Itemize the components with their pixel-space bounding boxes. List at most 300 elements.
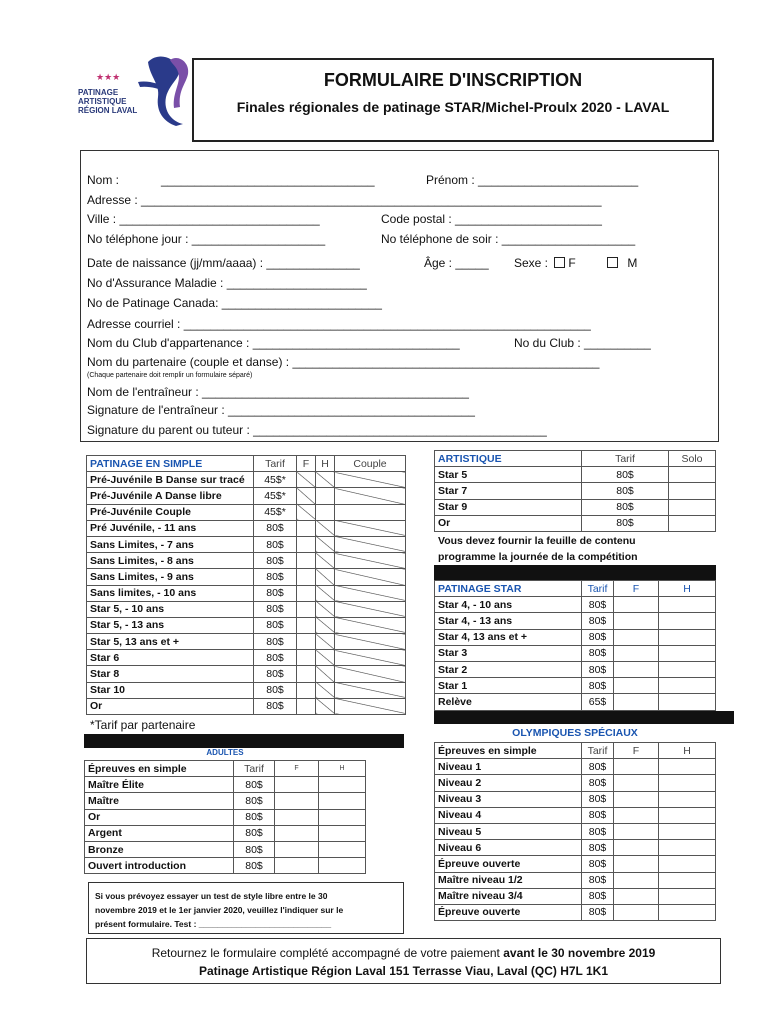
table-cell: Niveau 5 xyxy=(435,823,582,839)
checkbox-cell-h[interactable] xyxy=(659,791,716,807)
checkbox-cell-f[interactable] xyxy=(275,825,319,841)
table-row xyxy=(87,585,406,601)
artistique-note xyxy=(438,533,638,565)
adultes-table xyxy=(84,760,366,874)
table-row xyxy=(435,775,716,791)
table-row xyxy=(435,678,716,694)
checkbox-cell-f[interactable] xyxy=(297,666,316,682)
checkbox-cell-f[interactable] xyxy=(614,888,659,904)
header-cell: PATINAGE EN SIMPLE xyxy=(87,456,254,472)
footer-deadline: avant le 30 novembre 2019 xyxy=(503,946,656,960)
checkbox-cell-f[interactable] xyxy=(614,629,659,645)
form-title: FORMULAIRE D'INSCRIPTION xyxy=(323,70,583,90)
table-cell: 80$ xyxy=(582,483,669,499)
table-cell: Star 5, - 10 ans xyxy=(87,601,254,617)
checkbox-cell-f[interactable] xyxy=(275,841,319,857)
sexe-f-checkbox[interactable] xyxy=(554,257,565,268)
checkbox-cell-h[interactable] xyxy=(318,825,365,841)
checkbox-cell-f[interactable] xyxy=(275,793,319,809)
checkbox-cell-couple[interactable] xyxy=(335,536,406,552)
checkbox-cell-h[interactable] xyxy=(318,777,365,793)
table-cell: 80$ xyxy=(254,666,297,682)
table-row xyxy=(435,759,716,775)
table-cell: Maître xyxy=(85,793,234,809)
table-row xyxy=(87,488,406,504)
table-row xyxy=(87,536,406,552)
header-cell: H xyxy=(316,456,335,472)
header-cell: Tarif xyxy=(582,451,669,467)
checkbox-cell-couple[interactable] xyxy=(335,650,406,666)
checkbox-cell-couple[interactable] xyxy=(335,504,406,520)
header-cell: F xyxy=(275,761,319,777)
checkbox-cell-h[interactable] xyxy=(316,650,335,666)
table-cell: Niveau 1 xyxy=(435,759,582,775)
table-cell: 80$ xyxy=(234,793,275,809)
checkbox-cell-f[interactable] xyxy=(275,809,319,825)
table-cell: Pré-Juvénile A Danse libre xyxy=(87,488,254,504)
table-cell: 80$ xyxy=(582,823,614,839)
checkbox-cell-f[interactable] xyxy=(297,536,316,552)
svg-text:★★★: ★★★ xyxy=(96,73,121,83)
checkbox-cell-h[interactable] xyxy=(316,634,335,650)
table-row xyxy=(435,597,716,613)
checkbox-cell-couple[interactable] xyxy=(335,472,406,488)
table-row xyxy=(435,791,716,807)
table-cell: 80$ xyxy=(582,645,614,661)
checkbox-cell-f[interactable] xyxy=(297,698,316,714)
checkbox-cell-h[interactable] xyxy=(659,856,716,872)
checkbox-cell-h[interactable] xyxy=(316,698,335,714)
table-cell: 80$ xyxy=(254,536,297,552)
table-cell: 80$ xyxy=(582,629,614,645)
sexe-m-checkbox[interactable] xyxy=(607,257,618,268)
artistique-note-line: programme la journée de la compétition xyxy=(438,551,638,563)
table-row xyxy=(85,825,366,841)
header-cell: H xyxy=(318,761,365,777)
olympiques-title: OLYMPIQUES SPÉCIAUX xyxy=(512,727,638,739)
checkbox-cell-f[interactable] xyxy=(297,617,316,633)
checkbox-cell-h[interactable] xyxy=(316,569,335,585)
table-row xyxy=(87,634,406,650)
checkbox-cell-f[interactable] xyxy=(614,840,659,856)
table-cell: Sans Limites, - 9 ans xyxy=(87,569,254,585)
table-cell: 80$ xyxy=(582,807,614,823)
header-cell: Couple xyxy=(335,456,406,472)
header-cell: Solo xyxy=(669,451,716,467)
checkbox-cell-couple[interactable] xyxy=(335,569,406,585)
checkbox-cell-h[interactable] xyxy=(318,809,365,825)
table-cell: 80$ xyxy=(254,634,297,650)
checkbox-cell-h[interactable] xyxy=(659,629,716,645)
table-cell: 80$ xyxy=(254,650,297,666)
logo-line: RÉGION LAVAL xyxy=(78,106,138,115)
table-cell: Pré-Juvénile Couple xyxy=(87,504,254,520)
checkbox-cell-f[interactable] xyxy=(614,904,659,920)
sexe-field xyxy=(514,256,637,270)
checkbox-cell-f[interactable] xyxy=(614,694,659,710)
table-cell: 80$ xyxy=(254,569,297,585)
table-cell: 80$ xyxy=(582,791,614,807)
black-bar xyxy=(434,565,716,580)
table-cell: 80$ xyxy=(234,809,275,825)
sexe-label: Sexe : xyxy=(514,256,549,270)
table-cell: 80$ xyxy=(254,617,297,633)
checkbox-cell-h[interactable] xyxy=(316,617,335,633)
table-row xyxy=(435,483,716,499)
sexe-m-label: M xyxy=(627,256,638,270)
table-header-row xyxy=(435,743,716,759)
table-row xyxy=(435,904,716,920)
checkbox-cell-couple[interactable] xyxy=(335,617,406,633)
header-cell: Épreuves en simple xyxy=(85,761,234,777)
checkbox-cell-h[interactable] xyxy=(659,872,716,888)
footer-address: Patinage Artistique Région Laval 151 Terrasse Viau, Laval (QC) H7L 1K1 xyxy=(198,964,609,978)
table-cell: Niveau 3 xyxy=(435,791,582,807)
table-row xyxy=(435,645,716,661)
table-cell: 45$* xyxy=(254,504,297,520)
checkbox-cell-f[interactable] xyxy=(614,872,659,888)
checkbox-cell-h[interactable] xyxy=(659,678,716,694)
table-cell: Star 9 xyxy=(435,499,582,515)
table-cell: Pré-Juvénile B Danse sur tracé xyxy=(87,472,254,488)
table-cell: 80$ xyxy=(254,520,297,536)
table-row xyxy=(85,858,366,874)
checkbox-cell-h[interactable] xyxy=(316,666,335,682)
patinage-canada-field[interactable]: No de Patinage Canada: ________________________ xyxy=(87,296,382,310)
checkbox-cell-h[interactable] xyxy=(316,585,335,601)
table-row xyxy=(435,499,716,515)
table-cell: Star 7 xyxy=(435,483,582,499)
black-bar xyxy=(84,734,404,748)
checkbox-cell-f[interactable] xyxy=(614,661,659,677)
olympiques-table xyxy=(434,742,716,921)
table-cell: Star 4, 13 ans et + xyxy=(435,629,582,645)
checkbox-cell-solo[interactable] xyxy=(669,467,716,483)
header-cell: F xyxy=(614,581,659,597)
table-cell: Star 4, - 13 ans xyxy=(435,613,582,629)
test-field[interactable]: présent formulaire. Test : ____________________________ xyxy=(95,919,332,929)
table-cell: Star 6 xyxy=(87,650,254,666)
checkbox-cell-h[interactable] xyxy=(316,601,335,617)
checkbox-cell-h[interactable] xyxy=(659,661,716,677)
table-cell: Star 8 xyxy=(87,666,254,682)
table-cell: Star 1 xyxy=(435,678,582,694)
checkbox-cell-h[interactable] xyxy=(659,823,716,839)
table-cell: 80$ xyxy=(234,777,275,793)
table-row xyxy=(435,840,716,856)
table-row xyxy=(435,888,716,904)
logo-line: PATINAGE xyxy=(78,88,119,97)
table-row xyxy=(435,467,716,483)
table-cell: Niveau 2 xyxy=(435,775,582,791)
signature-parent-field[interactable]: Signature du parent ou tuteur : ____________________________________________ xyxy=(87,423,547,437)
table-row xyxy=(85,841,366,857)
checkbox-cell-f[interactable] xyxy=(297,488,316,504)
prenom-field[interactable]: Prénom : ________________________ xyxy=(426,173,639,187)
checkbox-cell-f[interactable] xyxy=(297,569,316,585)
header-cell: Tarif xyxy=(582,743,614,759)
table-row xyxy=(85,809,366,825)
footer-text: Retournez le formulaire complété accompagné de votre paiement xyxy=(151,946,504,960)
artistique-note-line: Vous devez fournir la feuille de contenu xyxy=(438,535,636,547)
adultes-title: ADULTES xyxy=(206,748,244,757)
header-cell: F xyxy=(614,743,659,759)
checkbox-cell-f[interactable] xyxy=(614,791,659,807)
nom-field[interactable]: ________________________________ xyxy=(161,173,375,187)
checkbox-cell-solo[interactable] xyxy=(669,483,716,499)
table-cell: Niveau 6 xyxy=(435,840,582,856)
table-cell: Sans Limites, - 7 ans xyxy=(87,536,254,552)
table-cell: 80$ xyxy=(582,759,614,775)
table-row xyxy=(435,872,716,888)
checkbox-cell-h[interactable] xyxy=(659,597,716,613)
table-cell: 80$ xyxy=(582,888,614,904)
table-row xyxy=(85,793,366,809)
table-cell: Star 3 xyxy=(435,645,582,661)
table-cell: 80$ xyxy=(582,856,614,872)
checkbox-cell-h[interactable] xyxy=(316,553,335,569)
assurance-field[interactable]: No d'Assurance Maladie : _____________________ xyxy=(87,276,367,290)
table-row xyxy=(87,682,406,698)
club-field[interactable]: Nom du Club d'appartenance : _______________________________ xyxy=(87,336,460,350)
checkbox-cell-h[interactable] xyxy=(316,520,335,536)
table-row xyxy=(87,601,406,617)
checkbox-cell-f[interactable] xyxy=(614,759,659,775)
sexe-f-label: F xyxy=(568,256,576,270)
nom-label: Nom : xyxy=(87,173,120,187)
checkbox-cell-h[interactable] xyxy=(318,858,365,874)
checkbox-cell-solo[interactable] xyxy=(669,515,716,531)
table-header-row xyxy=(87,456,406,472)
checkbox-cell-h[interactable] xyxy=(659,807,716,823)
checkbox-cell-h[interactable] xyxy=(659,840,716,856)
checkbox-cell-h[interactable] xyxy=(316,472,335,488)
table-cell: Or xyxy=(435,515,582,531)
checkbox-cell-h[interactable] xyxy=(659,904,716,920)
table-row xyxy=(435,807,716,823)
checkbox-cell-f[interactable] xyxy=(297,553,316,569)
test-note-line: novembre 2019 et le 1er janvier 2020, veuillez l'indiquer sur le xyxy=(95,905,344,915)
table-cell: Argent xyxy=(85,825,234,841)
checkbox-cell-couple[interactable] xyxy=(335,666,406,682)
table-row xyxy=(435,823,716,839)
checkbox-cell-h[interactable] xyxy=(659,888,716,904)
checkbox-cell-h[interactable] xyxy=(659,613,716,629)
table-cell: 80$ xyxy=(582,613,614,629)
checkbox-cell-f[interactable] xyxy=(297,682,316,698)
checkbox-cell-f[interactable] xyxy=(275,777,319,793)
table-row xyxy=(435,515,716,531)
table-cell: 80$ xyxy=(582,597,614,613)
checkbox-cell-f[interactable] xyxy=(614,775,659,791)
table-cell: 45$* xyxy=(254,472,297,488)
form-subtitle: Finales régionales de patinage STAR/Michel-Proulx 2020 - LAVAL xyxy=(236,99,670,115)
checkbox-cell-f[interactable] xyxy=(297,634,316,650)
table-row xyxy=(87,520,406,536)
table-cell: 80$ xyxy=(582,467,669,483)
checkbox-cell-h[interactable] xyxy=(316,488,335,504)
table-row xyxy=(85,777,366,793)
signature-entraineur-field[interactable]: Signature de l'entraîneur : _____________________________________ xyxy=(87,403,475,417)
table-row xyxy=(435,613,716,629)
table-cell: 80$ xyxy=(582,775,614,791)
title-box xyxy=(192,58,714,142)
table-cell: 80$ xyxy=(234,825,275,841)
star-table xyxy=(434,580,716,711)
header-cell: Tarif xyxy=(582,581,614,597)
table-header-row xyxy=(435,581,716,597)
test-note-line: Si vous prévoyez essayer un test de style libre entre le 30 xyxy=(95,891,328,901)
table-cell: Ouvert introduction xyxy=(85,858,234,874)
checkbox-cell-f[interactable] xyxy=(297,650,316,666)
checkbox-cell-couple[interactable] xyxy=(335,634,406,650)
code-postal-field[interactable]: Code postal : ______________________ xyxy=(381,212,602,226)
table-cell: 80$ xyxy=(254,682,297,698)
checkbox-cell-couple[interactable] xyxy=(335,520,406,536)
checkbox-cell-h[interactable] xyxy=(659,694,716,710)
tel-soir-field[interactable]: No téléphone de soir : ____________________ xyxy=(381,232,636,246)
naissance-field[interactable]: Date de naissance (jj/mm/aaaa) : ______________ xyxy=(87,256,360,270)
checkbox-cell-couple[interactable] xyxy=(335,698,406,714)
header-cell: H xyxy=(659,581,716,597)
checkbox-cell-h[interactable] xyxy=(659,775,716,791)
checkbox-cell-f[interactable] xyxy=(297,472,316,488)
table-cell: Or xyxy=(87,698,254,714)
checkbox-cell-couple[interactable] xyxy=(335,601,406,617)
header-cell: Épreuves en simple xyxy=(435,743,582,759)
table-cell: 65$ xyxy=(582,694,614,710)
checkbox-cell-f[interactable] xyxy=(297,601,316,617)
checkbox-cell-h[interactable] xyxy=(659,759,716,775)
checkbox-cell-h[interactable] xyxy=(318,841,365,857)
table-row xyxy=(87,617,406,633)
header-cell: Tarif xyxy=(254,456,297,472)
footer-line-1 xyxy=(87,946,720,960)
entraineur-field[interactable]: Nom de l'entraîneur : ________________________________________ xyxy=(87,385,469,399)
header-cell: PATINAGE STAR xyxy=(435,581,582,597)
checkbox-cell-f[interactable] xyxy=(614,645,659,661)
partenaire-note: (Chaque partenaire doit remplir un formulaire séparé) xyxy=(87,372,253,379)
table-header-row xyxy=(85,761,366,777)
checkbox-cell-f[interactable] xyxy=(275,858,319,874)
checkbox-cell-h[interactable] xyxy=(316,682,335,698)
checkbox-cell-f[interactable] xyxy=(297,520,316,536)
logo-text xyxy=(78,88,137,115)
table-cell: 80$ xyxy=(254,585,297,601)
table-cell: Maître Élite xyxy=(85,777,234,793)
table-cell: Sans limites, - 10 ans xyxy=(87,585,254,601)
table-cell: Star 4, - 10 ans xyxy=(435,597,582,613)
table-row xyxy=(87,553,406,569)
table-cell: Épreuve ouverte xyxy=(435,904,582,920)
checkbox-cell-f[interactable] xyxy=(614,807,659,823)
table-cell: 80$ xyxy=(582,840,614,856)
header-cell: F xyxy=(297,456,316,472)
personal-info-section xyxy=(80,150,719,442)
checkbox-cell-couple[interactable] xyxy=(335,488,406,504)
tel-jour-field[interactable]: No téléphone jour : ____________________ xyxy=(87,232,326,246)
table-cell: 80$ xyxy=(582,872,614,888)
table-cell: 80$ xyxy=(582,661,614,677)
table-row xyxy=(87,504,406,520)
table-cell: Maître niveau 1/2 xyxy=(435,872,582,888)
checkbox-cell-f[interactable] xyxy=(614,597,659,613)
table-cell: 80$ xyxy=(582,499,669,515)
checkbox-cell-f[interactable] xyxy=(297,504,316,520)
table-row xyxy=(87,569,406,585)
no-club-field[interactable]: No du Club : __________ xyxy=(514,336,651,350)
checkbox-cell-f[interactable] xyxy=(614,678,659,694)
artistique-table xyxy=(434,450,716,532)
header-cell: ARTISTIQUE xyxy=(435,451,582,467)
table-row xyxy=(435,856,716,872)
logo-line: ARTISTIQUE xyxy=(78,97,127,106)
table-cell: Maître niveau 3/4 xyxy=(435,888,582,904)
header-cell: H xyxy=(659,743,716,759)
footer-box xyxy=(86,938,721,984)
test-note-box xyxy=(88,882,404,934)
black-bar xyxy=(434,711,734,724)
table-cell: Star 10 xyxy=(87,682,254,698)
table-cell: Star 5 xyxy=(435,467,582,483)
table-row xyxy=(87,666,406,682)
table-cell: 80$ xyxy=(254,698,297,714)
checkbox-cell-h[interactable] xyxy=(659,645,716,661)
table-cell: Or xyxy=(85,809,234,825)
table-row xyxy=(435,661,716,677)
table-cell: Bronze xyxy=(85,841,234,857)
table-cell: 45$* xyxy=(254,488,297,504)
checkbox-cell-f[interactable] xyxy=(614,823,659,839)
table-cell: Star 5, - 13 ans xyxy=(87,617,254,633)
checkbox-cell-solo[interactable] xyxy=(669,499,716,515)
tarif-note: *Tarif par partenaire xyxy=(90,718,196,732)
adresse-field[interactable]: Adresse : _____________________________________________________________________ xyxy=(87,193,602,207)
table-row xyxy=(435,694,716,710)
table-cell: Pré Juvénile, - 11 ans xyxy=(87,520,254,536)
ville-field[interactable]: Ville : ______________________________ xyxy=(87,212,320,226)
table-row xyxy=(87,472,406,488)
table-cell: 80$ xyxy=(582,515,669,531)
partenaire-field[interactable]: Nom du partenaire (couple et danse) : ______________________________________________ xyxy=(87,355,600,369)
checkbox-cell-f[interactable] xyxy=(297,585,316,601)
table-row xyxy=(87,698,406,714)
table-row xyxy=(87,650,406,666)
age-field[interactable]: Âge : _____ xyxy=(424,256,489,270)
table-cell: 80$ xyxy=(582,904,614,920)
checkbox-cell-h[interactable] xyxy=(316,536,335,552)
table-cell: 80$ xyxy=(234,841,275,857)
table-cell: Sans Limites, - 8 ans xyxy=(87,553,254,569)
checkbox-cell-f[interactable] xyxy=(614,613,659,629)
checkbox-cell-couple[interactable] xyxy=(335,682,406,698)
table-cell: Épreuve ouverte xyxy=(435,856,582,872)
table-cell: Relève xyxy=(435,694,582,710)
table-row xyxy=(435,629,716,645)
checkbox-cell-h[interactable] xyxy=(316,504,335,520)
checkbox-cell-h[interactable] xyxy=(318,793,365,809)
header-cell: Tarif xyxy=(234,761,275,777)
table-cell: 80$ xyxy=(582,678,614,694)
table-header-row xyxy=(435,451,716,467)
table-cell: Niveau 4 xyxy=(435,807,582,823)
courriel-field[interactable]: Adresse courriel : _____________________________________________________________ xyxy=(87,317,591,331)
table-cell: 80$ xyxy=(254,601,297,617)
checkbox-cell-couple[interactable] xyxy=(335,585,406,601)
checkbox-cell-couple[interactable] xyxy=(335,553,406,569)
checkbox-cell-f[interactable] xyxy=(614,856,659,872)
table-cell: 80$ xyxy=(234,858,275,874)
